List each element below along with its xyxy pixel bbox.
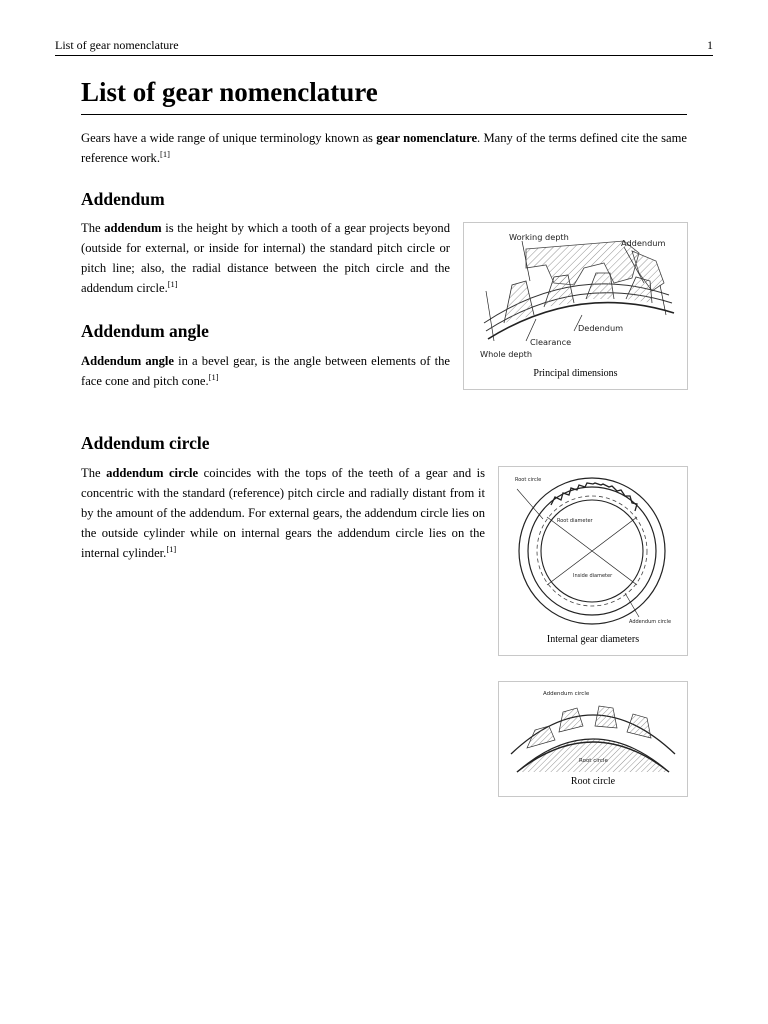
- citation-link[interactable]: [1]: [166, 544, 177, 554]
- figure-caption: Root circle: [570, 776, 616, 787]
- addendum-bold-term: addendum: [104, 221, 162, 235]
- addendum-circle-bold-term: addendum circle: [106, 466, 199, 480]
- label-dedendum: Dedendum: [578, 323, 624, 333]
- internal-gear-diagram: [499, 467, 687, 655]
- running-header-title: List of gear nomenclature: [55, 38, 179, 52]
- addendum-circle-text-end: coincides with the tops of the teeth of a gear and is concentric with the standard (reference) pitch circle and radially distant from it by the amount of the addendum. For external gears, the addendum circle lies on the outside cylinder while on internal gears the addendum circle lies on the internal cylinder.: [81, 466, 486, 560]
- figure-root-circle: [498, 681, 688, 797]
- label-addendum-circle: Addendum circle: [543, 691, 590, 697]
- intro-text: Gears have a wide range of unique terminology known as: [81, 131, 377, 145]
- addendum-angle-paragraph: [81, 351, 450, 391]
- addendum-paragraph: [81, 218, 450, 298]
- label-whole-depth: Whole depth: [480, 349, 533, 359]
- label-inside-diameter: Inside diameter: [573, 573, 613, 579]
- page-title: List of gear nomenclature: [81, 77, 687, 115]
- label-working-depth: Working depth: [509, 232, 569, 242]
- citation-link[interactable]: [1]: [208, 372, 219, 382]
- figure-internal-gear-diameters: [498, 466, 688, 656]
- addendum-text: The: [81, 221, 105, 235]
- figure-caption: Principal dimensions: [533, 368, 618, 379]
- label-root-diameter: Root diameter: [557, 518, 593, 524]
- page-number: 1: [707, 38, 713, 52]
- section-heading-addendum: Addendum: [81, 189, 165, 209]
- figure-principal-dimensions: [463, 222, 688, 390]
- intro-text-end: . Many of the terms defined cite the same reference work.: [81, 131, 687, 165]
- intro-bold-term: gear nomenclature: [376, 131, 478, 145]
- section-heading-addendum-circle: Addendum circle: [81, 433, 210, 453]
- addendum-angle-text: in a bevel gear, is the angle between elements of the face cone and pitch cone.: [81, 354, 450, 388]
- running-header: [55, 37, 713, 56]
- addendum-text-end: is the height by which a tooth of a gear projects beyond (outside for external, or inside for internal) the standard pitch circle or pitch line; also, the radial distance between the pitch circle and the addendum circle.: [81, 221, 450, 295]
- addendum-angle-bold-term: Addendum angle: [81, 354, 175, 368]
- label-addendum-circle: Addendum circle: [629, 619, 672, 625]
- label-clearance: Clearance: [530, 337, 572, 347]
- intro-paragraph: [81, 128, 687, 168]
- citation-link[interactable]: [1]: [167, 279, 178, 289]
- label-root-circle: Root circle: [515, 477, 542, 483]
- addendum-circle-text: The: [81, 466, 107, 480]
- principal-dimensions-diagram: [464, 223, 687, 389]
- figure-caption: Internal gear diameters: [546, 634, 640, 645]
- label-addendum: Addendum: [621, 238, 666, 248]
- addendum-circle-paragraph: [81, 463, 485, 563]
- section-heading-addendum-angle: Addendum angle: [81, 321, 209, 341]
- label-root-circle: Root circle: [579, 758, 608, 764]
- citation-link[interactable]: [1]: [160, 149, 170, 159]
